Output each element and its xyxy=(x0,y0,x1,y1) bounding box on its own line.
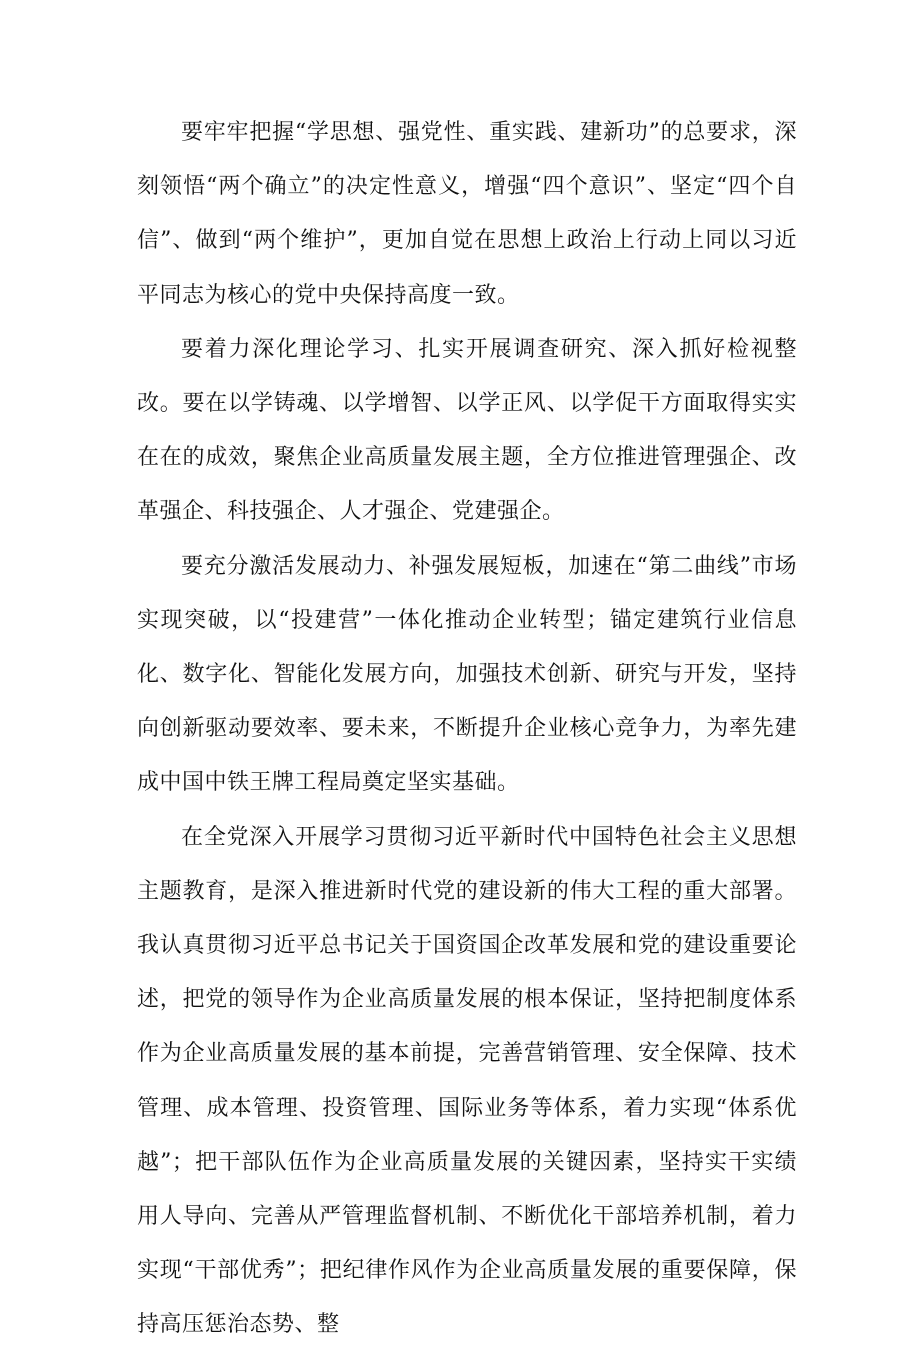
document-body xyxy=(137,106,797,1353)
paragraph-4: 在全党深入开展学习贯彻习近平新时代中国特色社会主义思想主题教育，是深入推进新时代党的建设新的伟大工程的重大部署。我认真贯彻习近平总书记关于国资国企改革发展和党的建设重要论述，把党的领导作为企业高质量发展的根本保证，坚持把制度体系作为企业高质量发展的基本前提，完善营销管理、安全保障、技术管理、成本管理、投资管理、国际业务等体系，着力实现“体系优越”；把干部队伍作为企业高质量发展的关键因素，坚持实干实绩用人导向、完善从严管理监督机制、不断优化干部培养机制，着力实现“干部优秀”；把纪律作风作为企业高质量发展的重要保障，保持高压惩治态势、整 xyxy=(137,824,797,1338)
paragraph-3: 要充分激活发展动力、补强发展短板，加速在“第二曲线”市场实现突破，以“投建营”一体化推动企业转型；锚定建筑行业信息化、数字化、智能化发展方向，加强技术创新、研究与开发，坚持向创新驱动要效率、要未来，不断提升企业核心竞争力，为率先建成中国中铁王牌工程局奠定坚实基础。 xyxy=(137,553,797,796)
paragraph-2: 要着力深化理论学习、扎实开展调查研究、深入抓好检视整改。要在以学铸魂、以学增智、以学正风、以学促干方面取得实实在在的成效，聚焦企业高质量发展主题，全方位推进管理强企、改革强企、科技强企、人才强企、党建强企。 xyxy=(137,336,797,525)
paragraph-1: 要牢牢把握“学思想、强党性、重实践、建新功”的总要求，深刻领悟“两个确立”的决定性意义，增强“四个意识”、坚定“四个自信”、做到“两个维护”，更加自觉在思想上政治上行动上同以习近平同志为核心的党中央保持高度一致。 xyxy=(137,120,797,308)
